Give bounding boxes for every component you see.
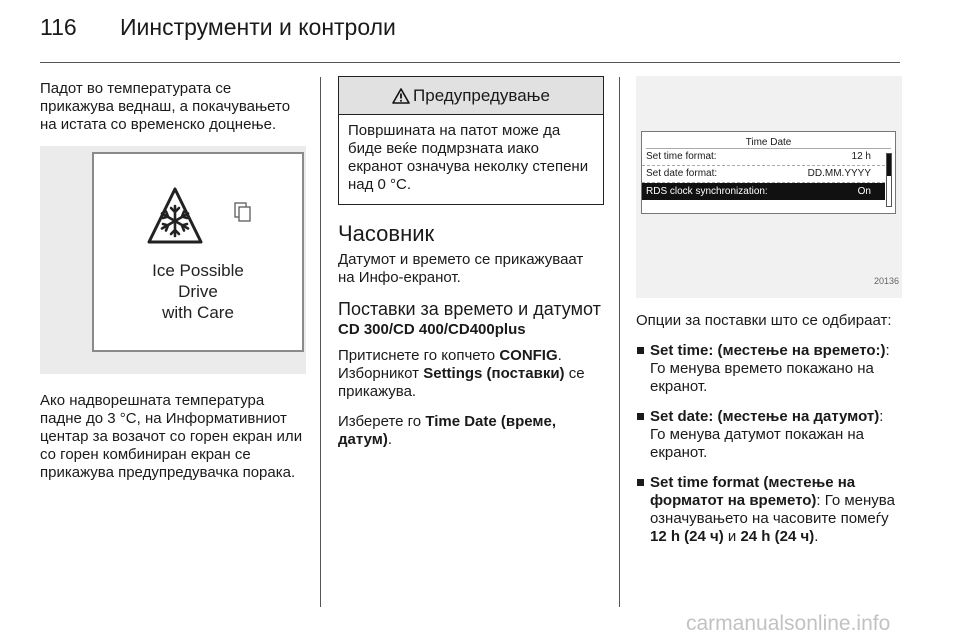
option-desc: : Го менува означувањето на часовите помеѓу xyxy=(650,492,895,527)
text-part: . xyxy=(387,431,392,448)
row-value: 12 h xyxy=(851,151,871,162)
config-button-name: CONFIG xyxy=(499,347,558,364)
clock-paragraph: Датумот и времето се прикажуваат на Инфо-екранот. xyxy=(338,251,584,286)
page-title: Иинструменти и контроли xyxy=(120,14,396,40)
warning-body: Површината на патот може да биде веќе подмрзната иако екранот означува неколку степени над 0 °C. xyxy=(348,122,589,193)
text-part: . xyxy=(814,528,819,545)
text-part: се прикажува. xyxy=(338,365,585,400)
option-name: Set time: (местење на времето:) xyxy=(650,342,886,359)
clock-heading: Часовник xyxy=(338,221,435,246)
text-part: и xyxy=(723,528,741,545)
text-part: Притиснете го копчето xyxy=(338,347,500,364)
choose-time-date-text xyxy=(338,413,604,449)
temperature-paragraph: Ако надворешната температура падне до 3 °C, на Информативниот центар за возачот со горен екран или со горен комбиниран екран се прикажува предупредувачка порака. xyxy=(40,392,303,481)
watermark: carmanualsonline.info xyxy=(686,612,891,635)
warning-box xyxy=(338,76,604,205)
screen-row-time-format xyxy=(642,149,885,166)
message-line-2: Drive xyxy=(178,282,218,301)
row-label: Set time format: xyxy=(646,151,717,162)
screen-title: Time Date xyxy=(745,137,792,148)
scrollbar-thumb xyxy=(887,154,891,176)
time-date-menu-name: Time Date (време, датум) xyxy=(338,413,557,448)
text-part: Изберете го xyxy=(338,413,426,430)
column-2 xyxy=(338,76,604,461)
column-divider-1 xyxy=(320,77,321,607)
screen-row-rds-sync xyxy=(642,183,885,200)
settings-menu-name: Settings (поставки) xyxy=(423,365,565,382)
column-divider-2 xyxy=(619,77,620,607)
option-name: Set time format (местење на форматот на времето) xyxy=(650,474,856,509)
options-list xyxy=(636,342,902,546)
message-line-1: Ice Possible xyxy=(152,261,244,280)
format-12h: 12 h (24 ч) xyxy=(650,528,724,545)
ice-warning-figure xyxy=(40,146,306,374)
column-3 xyxy=(636,76,902,558)
snowflake-warning-icon xyxy=(146,186,204,246)
warning-title: Предупредување xyxy=(413,85,550,105)
list-item xyxy=(636,342,902,396)
info-display xyxy=(641,131,896,214)
row-label: RDS clock synchronization: xyxy=(646,185,768,197)
text-part: . xyxy=(557,347,562,364)
models-heading: CD 300/CD 400/CD400plus xyxy=(338,321,526,338)
warning-header xyxy=(339,77,603,115)
press-config-text xyxy=(338,347,604,401)
format-24h: 24 h (24 ч) xyxy=(740,528,815,545)
intro-paragraph: Падот во температурата се прикажува веднаш, а покачувањето на истата со временско доцнење. xyxy=(40,80,291,133)
message-line-3: with Care xyxy=(162,303,234,322)
row-label: Set date format: xyxy=(646,168,718,179)
option-name: Set date: (местење на датумот) xyxy=(650,408,880,425)
text-part: Изборникот xyxy=(338,365,424,382)
page-number: 116 xyxy=(40,14,77,40)
row-value: On xyxy=(857,185,871,197)
list-item xyxy=(636,474,902,546)
ice-warning-message xyxy=(94,260,302,323)
warning-triangle-icon xyxy=(392,88,410,104)
options-intro: Опции за поставки што се одбираат: xyxy=(636,312,892,329)
figure-number: 20136 xyxy=(873,276,899,286)
row-value: DD.MM.YYYY xyxy=(807,168,871,179)
screen-row-date-format xyxy=(642,166,885,183)
display-panel xyxy=(92,152,304,352)
time-date-screen-figure xyxy=(636,76,902,298)
screen-scrollbar xyxy=(886,153,892,207)
column-1 xyxy=(40,80,306,494)
option-desc: : Го менува времето покажано на екранот. xyxy=(650,342,890,395)
header-rule xyxy=(40,62,900,63)
page-header xyxy=(40,14,396,41)
page-icon xyxy=(234,202,252,222)
settings-heading: Поставки за времето и датумот xyxy=(338,299,601,319)
list-item xyxy=(636,408,902,462)
option-desc: : Го менува датумот покажан на екранот. xyxy=(650,408,884,461)
